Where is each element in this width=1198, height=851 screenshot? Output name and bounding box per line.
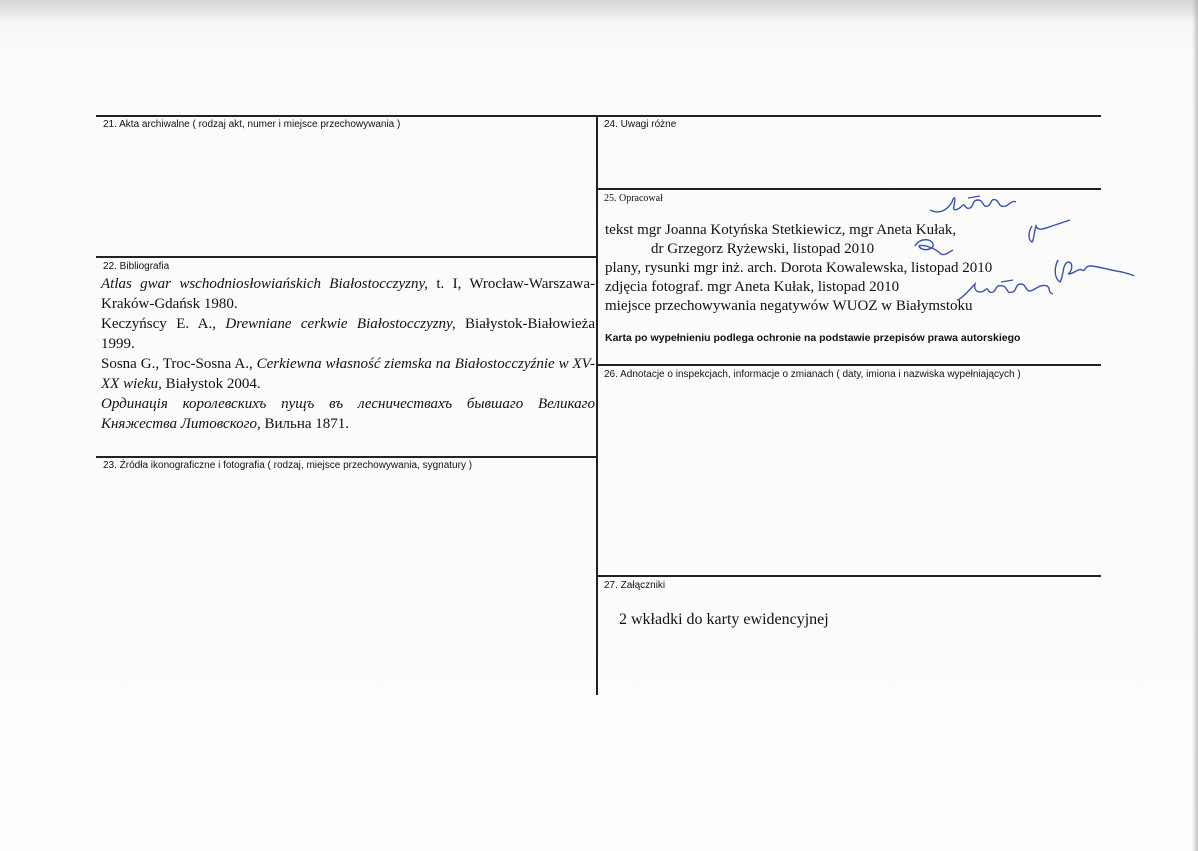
scan-shadow-top [0,0,1198,22]
credits-storage: miejsce przechowywania negatywów WUOZ w Białymstoku [605,298,973,314]
divider-s26 [596,364,1101,366]
section-23-label: 23. Źródła ikonograficzne i fotografia ( rodzaj, miejsce przechowywania, sygnatury ) [103,460,473,471]
credits-author: dr Grzegorz Ryżewski, listopad 2010 [651,241,875,257]
bibliography-entry [101,354,595,394]
bibliography-list [101,274,595,434]
credits-photos: zdjęcia fotograf. mgr Aneta Kułak, listopad 2010 [605,279,900,295]
divider-s25 [596,188,1101,190]
bibliography-authors: Keczyńscy E. A., [101,316,226,332]
bibliography-details: t. I, Wrocław-Warszawa-Kraków-Gdańsk 1980. [101,276,595,312]
signature-3 [911,234,955,263]
credits-plans: plany, rysunki mgr inż. arch. Dorota Kowalewska, listopad 2010 [605,260,993,276]
section-21-label: 21. Akta archiwalne ( rodzaj akt, numer i miejsce przechowywania ) [103,119,401,130]
bibliography-entry [101,394,595,434]
bibliography-title: Ординацiя королевскихъ пущъ въ лесничествахъ бывшаго Великаго Княжества Литовского, [101,396,595,432]
bibliography-details: Вильна 1871. [260,416,350,432]
signature-5 [955,278,1055,309]
section-27-label: 27. Załączniki [604,580,666,591]
section-26-label: 26. Adnotacje o inspekcjach, informacje o zmianach ( daty, imiona i nazwiska wypełniających ) [604,369,1021,380]
bibliography-title: Drewniane cerkwie Białostocczyzny, [225,316,456,332]
bibliography-title: Cerkiewna własność ziemska na Białostocczyźnie w XV-XX wieku, [101,356,595,392]
bibliography-details: Białystok 2004. [161,376,261,392]
divider-center [596,115,598,695]
section-25-label: 25. Opracował [604,193,663,204]
attachments-text: 2 wkładki do karty ewidencyjnej [619,611,829,628]
bibliography-details: Białystok-Białowieża 1999. [101,316,595,352]
bibliography-authors: Sosna G., Troc-Sosna A., [101,356,257,372]
signature-2 [1022,216,1074,251]
bibliography-title: Atlas gwar wschodniosłowiańskich Białostocczyzny, [101,276,429,292]
copyright-notice: Karta po wypełnieniu podlega ochronie na podstawie przepisów prawa autorskiego [605,332,1021,344]
divider-top [96,115,1101,117]
bibliography-entry [101,314,595,354]
bibliography-entry [101,274,595,314]
section-24-label: 24. Uwagi różne [604,119,677,130]
signature-1 [928,192,1018,223]
divider-s23 [96,456,598,458]
divider-s22 [96,256,598,258]
section-22-label: 22. Bibliografia [103,261,170,272]
signature-4 [1052,254,1136,293]
credits-text: tekst mgr Joanna Kotyńska Stetkiewicz, mgr Aneta Kułak, [605,222,957,238]
scan-shadow-right [1192,0,1198,851]
divider-s27 [596,575,1101,577]
